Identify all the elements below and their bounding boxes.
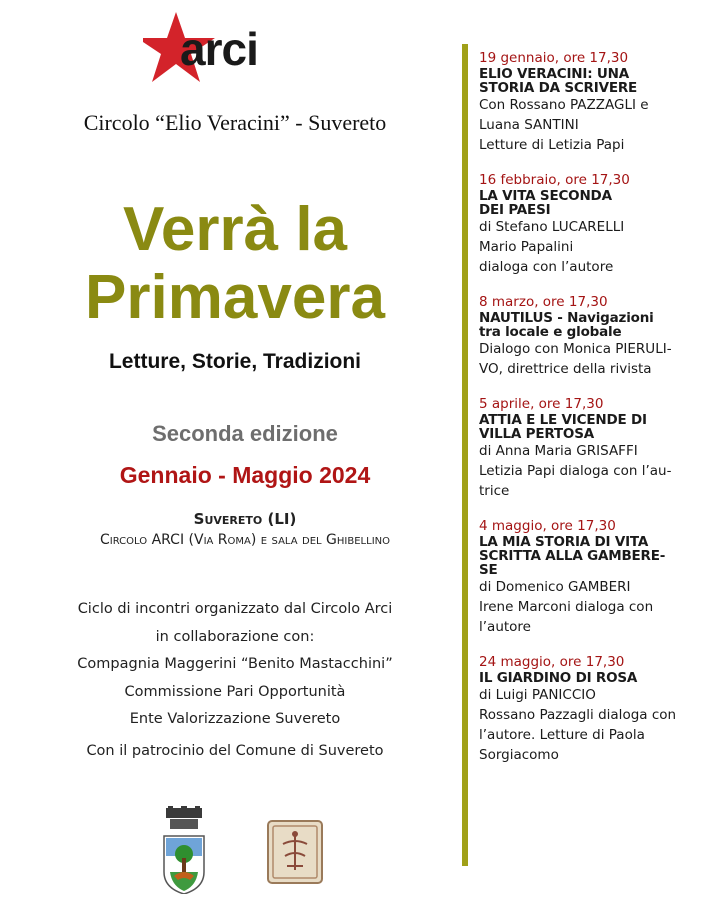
info-line: in collaborazione con: xyxy=(155,628,315,645)
venue: Circolo ARCI (Via Roma) e sala del Ghibellino xyxy=(100,532,390,548)
logo-text: arci xyxy=(180,23,258,75)
event-date: 16 febbraio, ore 17,30 xyxy=(479,172,630,188)
event-detail: Irene Marconi dialoga con xyxy=(479,599,654,615)
event-date: 8 marzo, ore 17,30 xyxy=(479,294,608,310)
event-detail: Letizia Papi dialoga con l’au- xyxy=(479,463,672,479)
title-line-2: Primavera xyxy=(85,263,385,332)
event-title-line: IL GIARDINO DI ROSA xyxy=(479,670,638,686)
page-title xyxy=(0,196,470,332)
circolo-name: Circolo “Elio Veracini” - Suvereto xyxy=(83,110,387,135)
event-title-line: SCRITTA ALLA GAMBERE- xyxy=(479,548,666,564)
event-detail: di Domenico GAMBERI xyxy=(479,579,631,595)
event-title-line: VILLA PERTOSA xyxy=(479,426,594,442)
patronage: Con il patrocinio del Comune di Suvereto xyxy=(86,743,384,759)
event-title-line: DEI PAESI xyxy=(479,202,551,218)
event-title-line: NAUTILUS - Navigazioni xyxy=(479,310,654,326)
date-range: Gennaio - Maggio 2024 xyxy=(119,462,371,488)
event-detail: Mario Papalini xyxy=(479,239,574,255)
event-detail: di Anna Maria GRISAFFI xyxy=(479,443,638,459)
event-title-line: tra locale e globale xyxy=(479,324,622,340)
event-date: 19 gennaio, ore 17,30 xyxy=(479,50,629,66)
event-detail: l’autore xyxy=(479,619,531,635)
edition: Seconda edizione xyxy=(152,421,338,446)
event-title-line: STORIA DA SCRIVERE xyxy=(479,80,638,96)
event-title-line: SE xyxy=(479,562,498,578)
info-line: Compagnia Maggerini “Benito Mastacchini” xyxy=(77,656,393,672)
event-date: 4 maggio, ore 17,30 xyxy=(479,518,616,534)
event-date: 5 aprile, ore 17,30 xyxy=(479,396,604,412)
event-date: 24 maggio, ore 17,30 xyxy=(479,654,625,670)
seal-stamp-icon xyxy=(267,820,323,884)
event-detail: VO, direttrice della rivista xyxy=(479,361,652,377)
event-item xyxy=(479,518,694,637)
event-detail: Rossano Pazzagli dialoga con xyxy=(479,707,677,723)
event-item xyxy=(479,172,694,277)
event-title-line: LA VITA SECONDA xyxy=(479,188,612,204)
event-detail: Dialogo con Monica PIERULI- xyxy=(479,341,672,357)
subtitle: Letture, Storie, Tradizioni xyxy=(108,350,362,373)
info-line: Ciclo di incontri organizzato dal Circolo Arci xyxy=(77,601,393,617)
event-item xyxy=(479,294,694,379)
vertical-divider xyxy=(462,44,468,866)
event-title-line: LA MIA STORIA DI VITA xyxy=(479,534,649,550)
organizers-info xyxy=(0,596,470,734)
info-line: Ente Valorizzazione Suvereto xyxy=(129,711,341,727)
event-title-line: ATTIA E LE VICENDE DI xyxy=(479,412,647,428)
event-item xyxy=(479,654,694,765)
events-list xyxy=(479,50,694,782)
title-line-1: Verrà la xyxy=(122,195,348,264)
event-detail: Con Rossano PAZZAGLI e xyxy=(479,97,649,113)
event-detail: Letture di Letizia Papi xyxy=(479,137,625,153)
event-detail: di Luigi PANICCIO xyxy=(479,687,596,703)
place: Suvereto (LI) xyxy=(193,510,297,528)
event-item xyxy=(479,396,694,501)
info-line: Commissione Pari Opportunità xyxy=(124,683,346,700)
event-detail: dialoga con l’autore xyxy=(479,259,614,275)
event-detail: Sorgiacomo xyxy=(479,747,559,763)
event-detail: Luana SANTINI xyxy=(479,117,579,133)
event-detail: trice xyxy=(479,483,510,499)
event-detail: di Stefano LUCARELLI xyxy=(479,219,625,235)
event-item xyxy=(479,50,694,155)
event-detail: l’autore. Letture di Paola xyxy=(479,727,645,743)
event-title-line: ELIO VERACINI: UNA xyxy=(479,66,629,82)
suvereto-coat-of-arms-icon xyxy=(160,806,208,894)
